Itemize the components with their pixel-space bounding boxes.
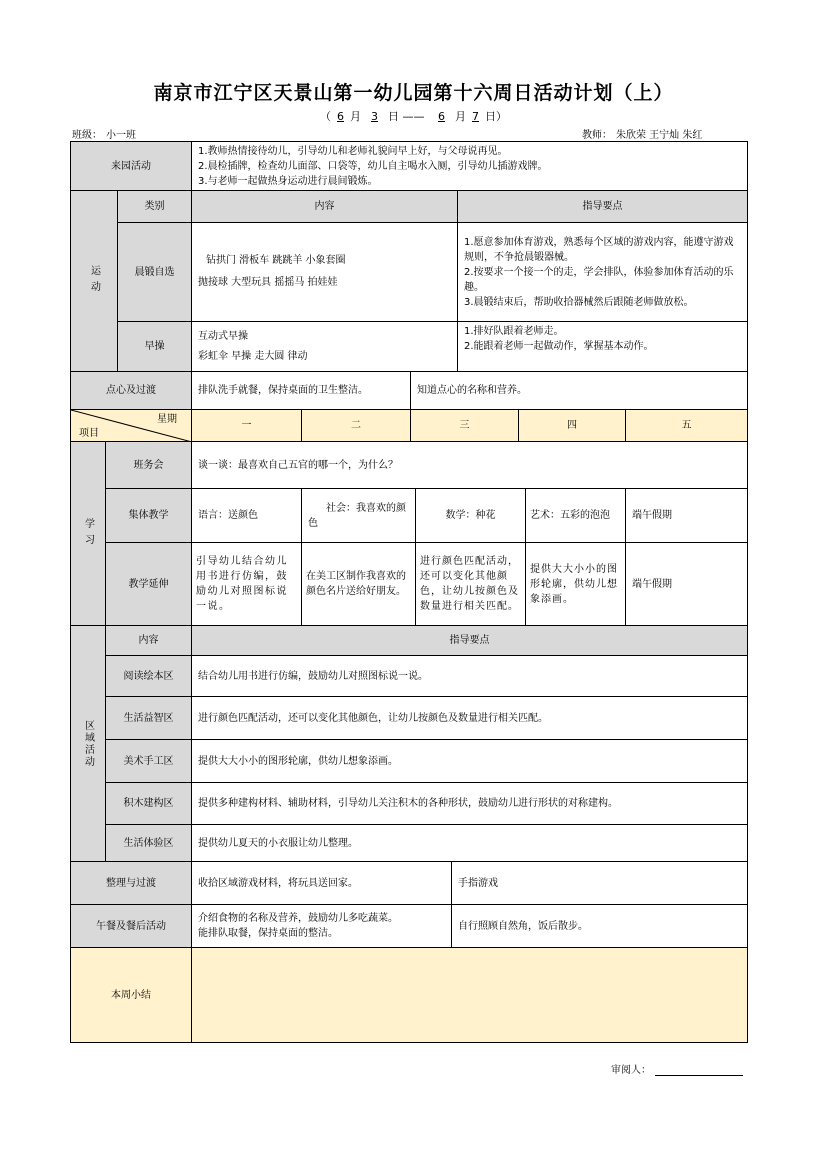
group-teaching-fri: 端午假期: [625, 488, 748, 543]
area-row-text: 提供多种建构材料、辅助材料，引导幼儿关注积木的各种形状，鼓励幼儿进行形状的对称建构。: [191, 782, 748, 825]
arrival-content: [191, 141, 748, 191]
snack-right: 知道点心的名称和营养。: [410, 371, 748, 410]
arrival-line: 1.教师热情接待幼儿，引导幼儿和老师礼貌问早上好，与父母说再见。: [198, 145, 508, 157]
sport-label-text: 运动: [88, 265, 100, 297]
exercise-content: [191, 321, 458, 372]
teacher-info: [582, 126, 742, 142]
lunch-label: 午餐及餐后活动: [70, 904, 192, 948]
extension-tue: 在美工区制作我喜欢的颜色名片送给好朋友。: [301, 542, 416, 626]
weekday-tue: 二: [301, 409, 411, 442]
morning-content-line: 抛接球 大型玩具 摇摇马 拍娃娃: [198, 277, 338, 288]
group-teaching-label: 集体教学: [105, 488, 192, 543]
lunch-left: [191, 904, 452, 948]
reviewer-signature-line[interactable]: [655, 1075, 743, 1076]
area-label-text: 区域活动: [82, 719, 94, 768]
group-teaching-tue-text: 社会：我喜欢的颜色: [308, 502, 406, 529]
morning-guide-line: 1.愿意参加体育游戏，熟悉每个区域的游戏内容，能遵守游戏规则，不争抢晨锻器械。: [464, 236, 734, 263]
sport-label: [70, 190, 118, 372]
group-teaching-mon: 语言：送颜色: [191, 488, 302, 543]
study-label-text: 学习: [82, 517, 94, 550]
morning-content-line: 钻拱门 滑板车 跳跳羊 小象套圈: [206, 255, 346, 266]
area-row-text: 提供幼儿夏天的小衣服让幼儿整理。: [191, 824, 748, 862]
weekday-corner: [70, 409, 192, 442]
teacher-label: 教师：: [582, 130, 612, 141]
tidy-right: 手指游戏: [451, 861, 748, 905]
lunch-left-line: 介绍食物的名称及营养，鼓励幼儿多吃蔬菜。: [198, 913, 398, 924]
weekday-thu: 四: [518, 409, 626, 442]
area-row-text: 结合幼儿用书进行仿编，鼓励幼儿对照图标说一说。: [191, 655, 748, 697]
extension-fri: 端午假期: [625, 542, 748, 626]
day-label: 日: [485, 110, 496, 123]
weekday-wed: 三: [410, 409, 519, 442]
area-row-text: 提供大大小小的图形轮廓，供幼儿想象添画。: [191, 739, 748, 783]
exercise-guide-line: 2.能跟着老师一起做动作，掌握基本动作。: [464, 341, 654, 352]
page-title: 南京市江宁区天景山第一幼儿园第十六周日活动计划（上）: [153, 82, 674, 104]
arrival-label: 来园活动: [70, 141, 192, 191]
sport-guide-header: 指导要点: [457, 190, 748, 223]
morning-label: 晨锻自选: [117, 222, 192, 322]
area-content-header: 内容: [105, 625, 192, 656]
extension-wed: 进行颜色匹配活动，还可以变化其他颜色，让幼儿按颜色及数量进行相关匹配。: [415, 542, 526, 626]
date-range: [0, 108, 827, 124]
summary-label: 本周小结: [70, 947, 192, 1043]
area-row-label: 生活益智区: [105, 696, 192, 740]
arrival-line: 2.晨检插牌，检查幼儿面部、口袋等，幼儿自主喝水入厕，引导幼儿插游戏牌。: [198, 160, 548, 172]
arrival-line: 3.与老师一起做热身运动进行晨间锻炼。: [198, 175, 378, 187]
class-info: [72, 126, 168, 142]
exercise-guide: [457, 321, 748, 372]
morning-content: [191, 222, 458, 322]
exercise-content-line: 彩虹伞 早操 走大圆 律动: [198, 350, 308, 362]
week-label: 星期: [157, 414, 177, 425]
exercise-content-line: 互动式早操: [198, 330, 248, 342]
weekday-fri: 五: [625, 409, 748, 442]
area-row-label: 生活体验区: [105, 824, 192, 862]
teacher-value: 朱欣荣 王宁灿 朱红: [612, 126, 742, 142]
date-dash: ——: [402, 110, 425, 123]
start-day: 3: [371, 110, 378, 123]
area-row-label: 积木建构区: [105, 782, 192, 825]
morning-guide-line: 2.按要求一个接一个的走，学会排队，体验参加体育活动的乐趣。: [464, 266, 734, 293]
class-meeting-text: 谈一谈：最喜欢自己五官的哪一个，为什么？: [191, 441, 748, 489]
sport-category-header: 类别: [117, 190, 192, 223]
class-value: 小一班: [102, 126, 168, 142]
morning-guide-line: 3.晨锻结束后，帮助收拾器械然后跟随老师做放松。: [464, 296, 694, 308]
end-month: 6: [438, 110, 445, 123]
lunch-right: 自行照顾自然角，饭后散步。: [451, 904, 748, 948]
morning-guide: [457, 222, 748, 322]
exercise-guide-line: 1.排好队跟着老师走。: [464, 326, 564, 337]
snack-left: 排队洗手就餐，保持桌面的卫生整洁。: [191, 371, 411, 410]
paren-open: （: [320, 110, 331, 123]
extension-mon: 引导幼儿结合幼儿用书进行仿编，鼓励幼儿对照图标说一说。: [191, 542, 302, 626]
area-row-label: 阅读绘本区: [105, 655, 192, 697]
tidy-label: 整理与过渡: [70, 861, 192, 905]
class-label: 班级：: [72, 130, 102, 141]
lunch-left-line: 能排队取餐，保持桌面的整洁。: [198, 928, 338, 939]
paren-close: ）: [496, 110, 507, 123]
day-label: 日: [388, 110, 399, 123]
tidy-left: 收拾区域游戏材料，将玩具送回家。: [191, 861, 452, 905]
item-label: 项目: [79, 428, 99, 439]
exercise-label: 早操: [117, 321, 192, 372]
month-label: 月: [455, 110, 466, 123]
group-teaching-thu: 艺术：五彩的泡泡: [525, 488, 626, 543]
reviewer: [611, 1061, 743, 1076]
area-row-label: 美术手工区: [105, 739, 192, 783]
weekday-mon: 一: [191, 409, 302, 442]
area-guide-header: 指导要点: [191, 625, 748, 656]
group-teaching-wed: 数学：种花: [415, 488, 526, 543]
extension-thu: 提供大大小小的图形轮廓，供幼儿想象添画。: [525, 542, 626, 626]
group-teaching-tue: [301, 488, 416, 543]
month-label: 月: [350, 110, 361, 123]
extension-label: 教学延伸: [105, 542, 192, 626]
class-meeting-label: 班务会: [105, 441, 192, 489]
reviewer-label: 审阅人：: [611, 1065, 651, 1076]
sport-content-header: 内容: [191, 190, 458, 223]
area-row-text: 进行颜色匹配活动，还可以变化其他颜色，让幼儿按颜色及数量进行相关匹配。: [191, 696, 748, 740]
end-day: 7: [472, 110, 479, 123]
study-label: [70, 441, 106, 626]
start-month: 6: [337, 110, 344, 123]
snack-label: 点心及过渡: [70, 371, 192, 410]
area-label: [70, 625, 106, 862]
summary-content[interactable]: [191, 947, 748, 1043]
